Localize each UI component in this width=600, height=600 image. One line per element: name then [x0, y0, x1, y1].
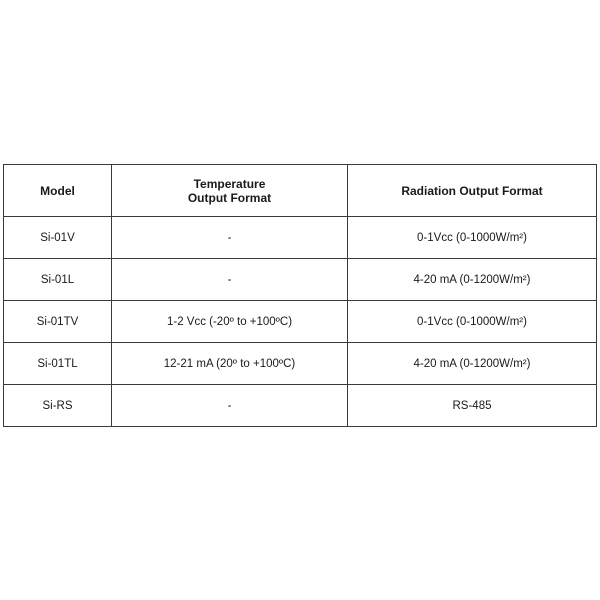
header-temperature-line1: Temperature	[193, 176, 266, 191]
cell-temperature: 12-21 mA (20º to +100ºC)	[112, 343, 348, 385]
cell-temperature: -	[112, 217, 348, 259]
table-row	[4, 385, 597, 427]
cell-radiation: 4-20 mA (0-1200W/m²)	[348, 343, 597, 385]
cell-model: Si-01TL	[4, 343, 112, 385]
table-row	[4, 343, 597, 385]
cell-model: Si-01L	[4, 259, 112, 301]
cell-model: Si-RS	[4, 385, 112, 427]
table-row	[4, 259, 597, 301]
cell-temperature: -	[112, 385, 348, 427]
cell-temperature: 1-2 Vcc (-20º to +100ºC)	[112, 301, 348, 343]
cell-radiation: 4-20 mA (0-1200W/m²)	[348, 259, 597, 301]
cell-model: Si-01V	[4, 217, 112, 259]
cell-model: Si-01TV	[4, 301, 112, 343]
spec-table	[3, 164, 597, 427]
table-row	[4, 301, 597, 343]
header-radiation: Radiation Output Format	[348, 165, 597, 217]
header-temperature-line2: Output Format	[187, 190, 272, 205]
cell-radiation: 0-1Vcc (0-1000W/m²)	[348, 217, 597, 259]
header-model: Model	[4, 165, 112, 217]
table-row	[4, 217, 597, 259]
cell-temperature: -	[112, 259, 348, 301]
cell-radiation: RS-485	[348, 385, 597, 427]
cell-radiation: 0-1Vcc (0-1000W/m²)	[348, 301, 597, 343]
header-temperature	[112, 165, 348, 217]
table-header-row	[4, 165, 597, 217]
